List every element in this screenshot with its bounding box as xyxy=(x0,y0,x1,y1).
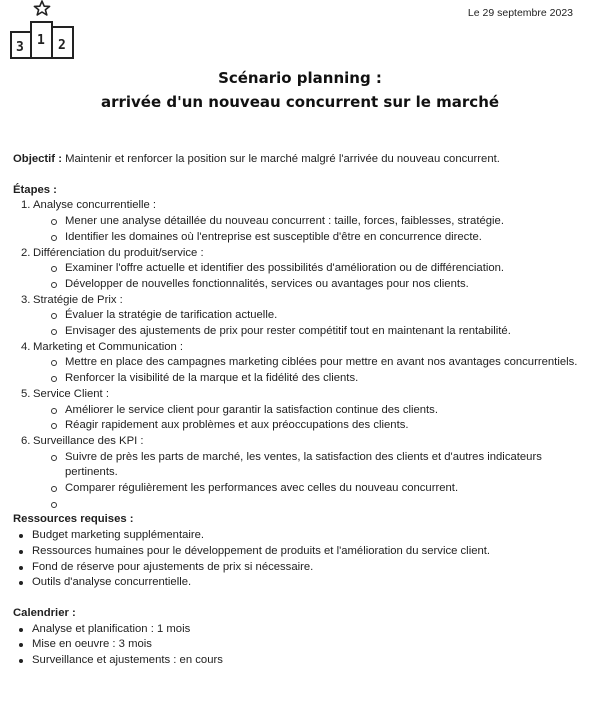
step-title: Analyse concurrentielle : xyxy=(33,199,157,212)
step-item xyxy=(13,434,590,513)
step-point: Suivre de près les parts de marché, les ventes, la satisfaction des clients et d'autres indicateurs pertinents. xyxy=(51,450,590,481)
calendar-item: Mise en oeuvre : 3 mois xyxy=(19,637,590,653)
step-points xyxy=(33,214,590,245)
title-line-2: arrivée d'un nouveau concurrent sur le marché xyxy=(100,93,500,111)
resources-heading: Ressources requises : xyxy=(13,513,134,526)
step-item xyxy=(13,246,590,293)
objective-label: Objectif : xyxy=(13,153,62,165)
step-point: Mettre en place des campagnes marketing ciblées pour mettre en avant nos avantages concurrentiels. xyxy=(51,355,590,371)
step-title: Surveillance des KPI : xyxy=(33,434,144,447)
calendar-heading: Calendrier : xyxy=(13,606,76,619)
resources-list xyxy=(13,528,590,591)
step-point xyxy=(51,497,590,513)
step-title: Marketing et Communication : xyxy=(33,340,184,353)
objective-text: Maintenir et renforcer la position sur le marché malgré l'arrivée du nouveau concurrent. xyxy=(61,153,500,165)
step-point: Évaluer la stratégie de tarification actuelle. xyxy=(51,308,590,324)
step-number: 6. xyxy=(21,434,31,447)
document-body xyxy=(13,152,590,669)
resource-item: Budget marketing supplémentaire. xyxy=(19,528,590,544)
podium-place-1: 1 xyxy=(37,33,45,48)
step-points xyxy=(33,403,590,434)
podium-ranking-icon xyxy=(8,0,78,60)
step-point: Renforcer la visibilité de la marque et la fidélité des clients. xyxy=(51,371,590,387)
step-point: Mener une analyse détaillée du nouveau concurrent : taille, forces, faiblesses, stratégie. xyxy=(51,214,590,230)
step-number: 4. xyxy=(21,340,31,353)
step-item xyxy=(13,340,590,387)
step-point: Réagir rapidement aux problèmes et aux préoccupations des clients. xyxy=(51,418,590,434)
document-date: Le 29 septembre 2023 xyxy=(467,7,573,19)
podium-place-2: 2 xyxy=(58,38,66,53)
title-line-1: Scénario planning : xyxy=(218,69,382,87)
step-number: 1. xyxy=(21,199,31,212)
resource-item: Fond de réserve pour ajustements de prix si nécessaire. xyxy=(19,560,590,576)
step-number: 3. xyxy=(21,293,31,306)
star-icon xyxy=(34,1,49,15)
step-number: 2. xyxy=(21,246,31,259)
step-title: Différenciation du produit/service : xyxy=(33,246,204,259)
step-points xyxy=(33,450,590,513)
steps-heading: Étapes : xyxy=(13,183,57,196)
step-point: Envisager des ajustements de prix pour rester compétitif tout en maintenant la rentabilité. xyxy=(51,324,590,340)
resource-item: Outils d'analyse concurrentielle. xyxy=(19,575,590,591)
step-points xyxy=(33,355,590,386)
step-point: Améliorer le service client pour garantir la satisfaction continue des clients. xyxy=(51,403,590,419)
step-item xyxy=(13,293,590,340)
step-point: Développer de nouvelles fonctionnalités, services ou avantages pour nos clients. xyxy=(51,277,590,293)
step-point: Comparer régulièrement les performances avec celles du nouveau concurrent. xyxy=(51,481,590,497)
objective-paragraph xyxy=(13,152,590,168)
calendar-item: Surveillance et ajustements : en cours xyxy=(19,653,590,669)
page-title xyxy=(0,66,600,114)
step-title: Service Client : xyxy=(33,387,109,400)
step-point: Identifier les domaines où l'entreprise est susceptible d'être en concurrence directe. xyxy=(51,230,590,246)
step-point: Examiner l'offre actuelle et identifier des possibilités d'amélioration ou de différenciation. xyxy=(51,261,590,277)
step-title: Stratégie de Prix : xyxy=(33,293,123,306)
podium-place-3: 3 xyxy=(16,40,24,55)
step-points xyxy=(33,261,590,292)
resource-item: Ressources humaines pour le développement de produits et l'amélioration du service client. xyxy=(19,544,590,560)
step-number: 5. xyxy=(21,387,31,400)
calendar-item: Analyse et planification : 1 mois xyxy=(19,622,590,638)
step-item xyxy=(13,198,590,245)
step-item xyxy=(13,387,590,434)
steps-list xyxy=(13,198,590,512)
calendar-list xyxy=(13,622,590,669)
step-points xyxy=(33,308,590,339)
podium-svg xyxy=(8,0,78,60)
